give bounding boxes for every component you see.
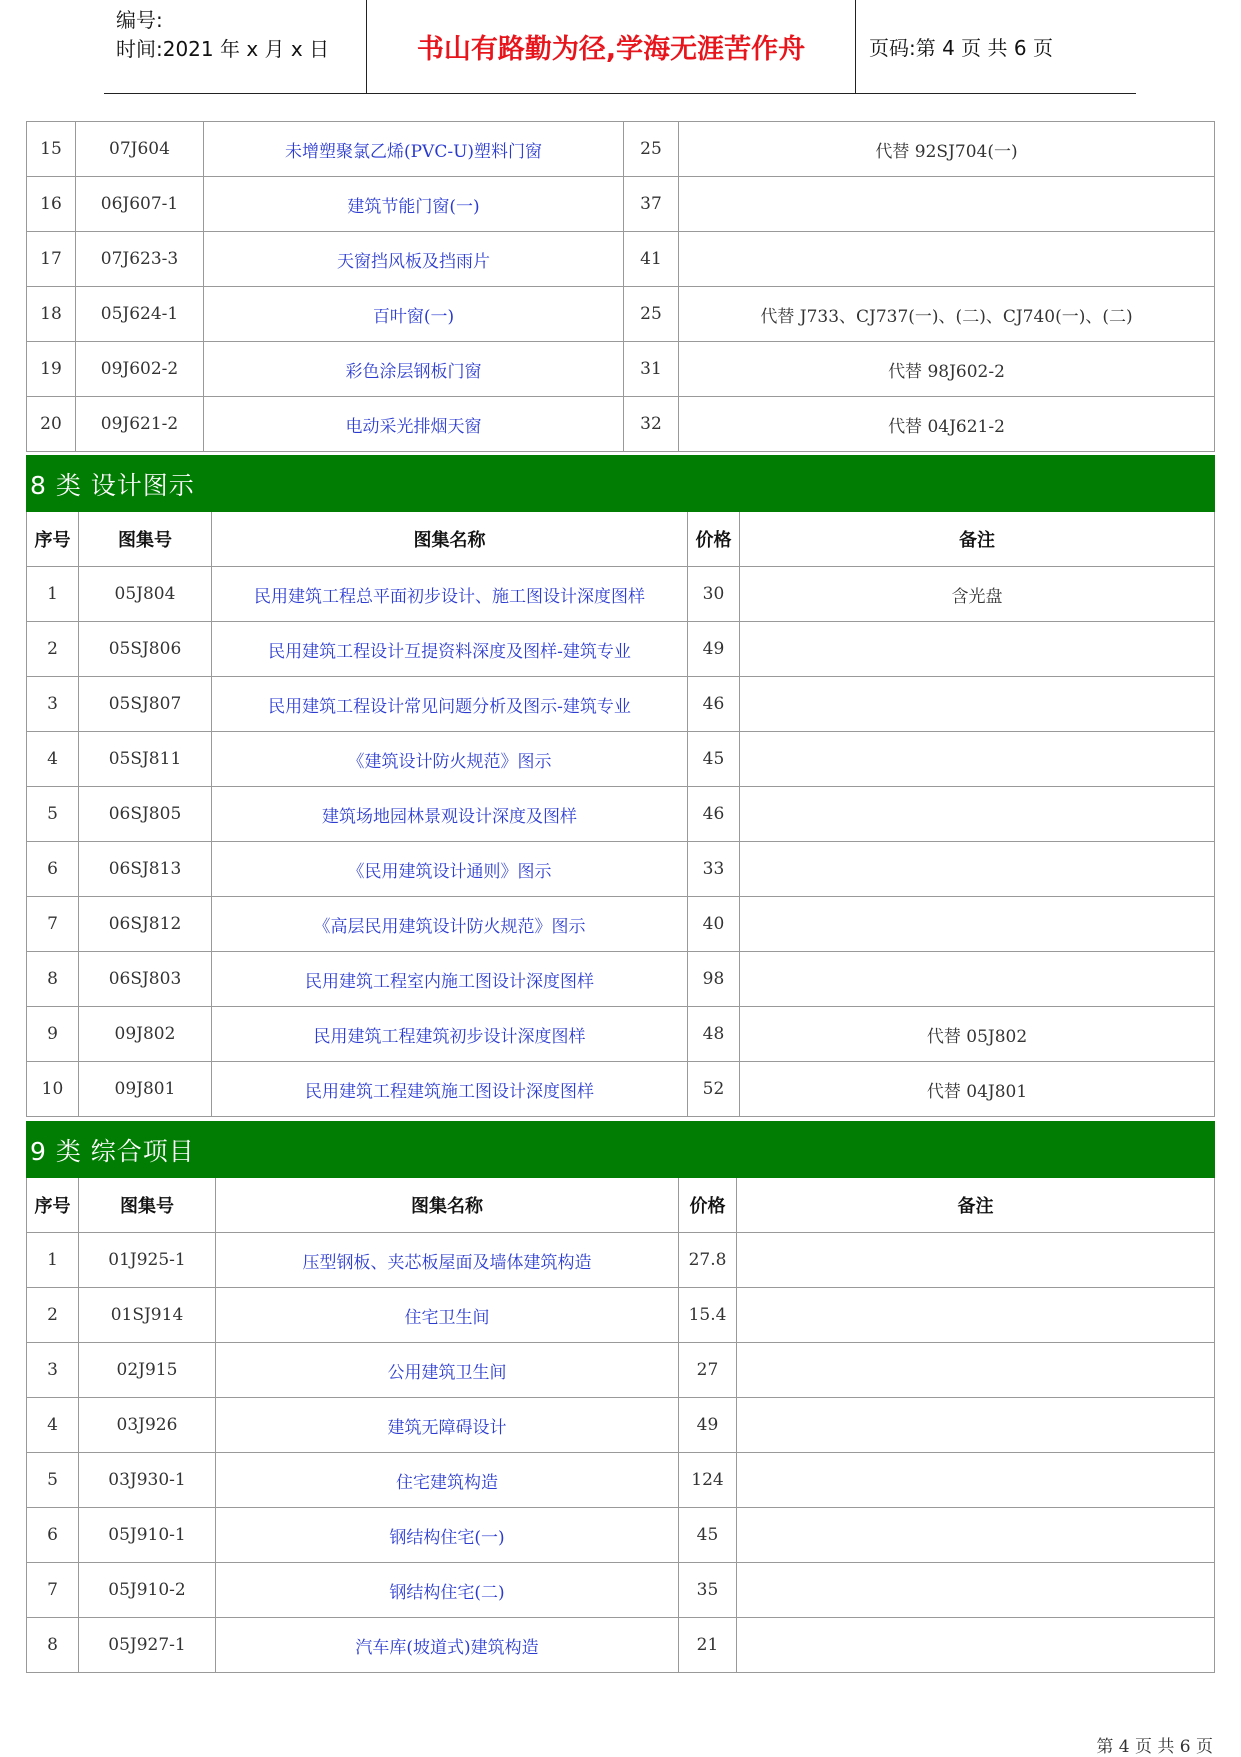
col-header-no: 序号: [27, 1178, 79, 1233]
cell-code: 09J802: [79, 1007, 212, 1062]
cell-name: 《民用建筑设计通则》图示: [212, 842, 688, 897]
cell-note: [740, 622, 1215, 677]
cell-note: 代替 05J802: [740, 1007, 1215, 1062]
table-row: [27, 567, 1215, 622]
cell-code: 05SJ807: [79, 677, 212, 732]
cell-code: 05J910-1: [79, 1508, 216, 1563]
cell-note: [737, 1288, 1215, 1343]
cell-note: [679, 177, 1215, 232]
cell-price: 21: [679, 1618, 737, 1673]
cell-no: 3: [27, 1343, 79, 1398]
cell-note: [740, 952, 1215, 1007]
cell-note: [740, 677, 1215, 732]
table-row: [27, 1288, 1215, 1343]
table-row: [27, 287, 1215, 342]
time-label: 时间:2021 年 x 月 x 日: [116, 37, 330, 61]
cell-name: 民用建筑工程室内施工图设计深度图样: [212, 952, 688, 1007]
cell-no: 20: [27, 397, 76, 452]
cell-no: 18: [27, 287, 76, 342]
cell-price: 40: [688, 897, 740, 952]
cell-no: 5: [27, 787, 79, 842]
cell-no: 1: [27, 1233, 79, 1288]
table-row: [27, 952, 1215, 1007]
cell-no: 4: [27, 1398, 79, 1453]
cell-name: 民用建筑工程建筑初步设计深度图样: [212, 1007, 688, 1062]
cell-price: 33: [688, 842, 740, 897]
table-row: [27, 232, 1215, 287]
col-header-note: 备注: [737, 1178, 1215, 1233]
cell-code: 06J607-1: [76, 177, 204, 232]
cell-code: 06SJ813: [79, 842, 212, 897]
motto-text: 书山有路勤为径,学海无涯苦作舟: [416, 34, 806, 65]
section-8-table: [26, 455, 1215, 1117]
cell-code: 07J623-3: [76, 232, 204, 287]
cell-price: 27.8: [679, 1233, 737, 1288]
cell-code: 09J621-2: [76, 397, 204, 452]
col-header-note: 备注: [740, 512, 1215, 567]
cell-code: 05J927-1: [79, 1618, 216, 1673]
cell-code: 07J604: [76, 122, 204, 177]
cell-name: 民用建筑工程建筑施工图设计深度图样: [212, 1062, 688, 1117]
cell-price: 49: [688, 622, 740, 677]
cell-name: 电动采光排烟天窗: [204, 397, 624, 452]
cell-name: 未增塑聚氯乙烯(PVC-U)塑料门窗: [204, 122, 624, 177]
cell-note: 含光盘: [740, 567, 1215, 622]
cell-note: 代替 04J621-2: [679, 397, 1215, 452]
table-row: [27, 1343, 1215, 1398]
table-row: [27, 1007, 1215, 1062]
cell-name: 钢结构住宅(一): [216, 1508, 679, 1563]
cell-price: 45: [688, 732, 740, 787]
section-9-title: 9 类 综合项目: [27, 1122, 1215, 1178]
table-row: [27, 177, 1215, 232]
cell-note: [740, 842, 1215, 897]
table-row: [27, 677, 1215, 732]
cell-no: 5: [27, 1453, 79, 1508]
table-header-row: [27, 512, 1215, 567]
col-header-code: 图集号: [79, 512, 212, 567]
cell-price: 48: [688, 1007, 740, 1062]
cell-code: 05SJ811: [79, 732, 212, 787]
header-motto-cell: [366, 0, 856, 93]
page-header: [104, 0, 1136, 94]
col-header-price: 价格: [679, 1178, 737, 1233]
table-row: [27, 622, 1215, 677]
table-row: [27, 1398, 1215, 1453]
cell-price: 25: [624, 287, 679, 342]
cell-name: 住宅建筑构造: [216, 1453, 679, 1508]
cell-code: 05SJ806: [79, 622, 212, 677]
cell-code: 01SJ914: [79, 1288, 216, 1343]
cell-note: [679, 232, 1215, 287]
cell-no: 2: [27, 1288, 79, 1343]
table-row: [27, 1233, 1215, 1288]
cell-price: 46: [688, 787, 740, 842]
cell-code: 06SJ803: [79, 952, 212, 1007]
cell-code: 03J930-1: [79, 1453, 216, 1508]
section-9-table: [26, 1121, 1215, 1673]
cell-no: 6: [27, 1508, 79, 1563]
table-row: [27, 787, 1215, 842]
cell-note: 代替 98J602-2: [679, 342, 1215, 397]
table-row: [27, 1062, 1215, 1117]
cell-no: 1: [27, 567, 79, 622]
cell-name: 建筑场地园林景观设计深度及图样: [212, 787, 688, 842]
cell-code: 02J915: [79, 1343, 216, 1398]
cell-note: [740, 732, 1215, 787]
header-page-cell: [855, 0, 1136, 93]
cell-name: 民用建筑工程设计互提资料深度及图样-建筑专业: [212, 622, 688, 677]
cell-price: 31: [624, 342, 679, 397]
cell-no: 9: [27, 1007, 79, 1062]
cell-name: 压型钢板、夹芯板屋面及墙体建筑构造: [216, 1233, 679, 1288]
cell-name: 《建筑设计防火规范》图示: [212, 732, 688, 787]
cell-no: 17: [27, 232, 76, 287]
table-row: [27, 1563, 1215, 1618]
cell-note: [740, 787, 1215, 842]
cell-note: [737, 1618, 1215, 1673]
cell-price: 49: [679, 1398, 737, 1453]
cell-name: 公用建筑卫生间: [216, 1343, 679, 1398]
cell-note: [737, 1343, 1215, 1398]
cell-name: 《高层民用建筑设计防火规范》图示: [212, 897, 688, 952]
cell-name: 钢结构住宅(二): [216, 1563, 679, 1618]
cell-note: [737, 1508, 1215, 1563]
cell-price: 25: [624, 122, 679, 177]
cell-note: [737, 1453, 1215, 1508]
cell-no: 10: [27, 1062, 79, 1117]
table-row: [27, 1453, 1215, 1508]
cell-code: 06SJ805: [79, 787, 212, 842]
cell-no: 19: [27, 342, 76, 397]
cell-price: 98: [688, 952, 740, 1007]
cell-price: 27: [679, 1343, 737, 1398]
table-header-row: [27, 1178, 1215, 1233]
cell-name: 民用建筑工程设计常见问题分析及图示-建筑专业: [212, 677, 688, 732]
cell-no: 16: [27, 177, 76, 232]
cell-no: 8: [27, 1618, 79, 1673]
cell-note: [737, 1563, 1215, 1618]
col-header-no: 序号: [27, 512, 79, 567]
cell-price: 37: [624, 177, 679, 232]
cell-code: 09J602-2: [76, 342, 204, 397]
cell-code: 05J624-1: [76, 287, 204, 342]
cell-no: 2: [27, 622, 79, 677]
cell-no: 8: [27, 952, 79, 1007]
cell-no: 15: [27, 122, 76, 177]
page-footer: 第 4 页 共 6 页: [1096, 1737, 1213, 1757]
cell-name: 民用建筑工程总平面初步设计、施工图设计深度图样: [212, 567, 688, 622]
page-number-label: 页码:第 4 页 共 6 页: [869, 36, 1053, 60]
table-row: [27, 842, 1215, 897]
cell-price: 15.4: [679, 1288, 737, 1343]
col-header-code: 图集号: [79, 1178, 216, 1233]
cell-price: 41: [624, 232, 679, 287]
cell-no: 4: [27, 732, 79, 787]
col-header-name: 图集名称: [212, 512, 688, 567]
cell-price: 30: [688, 567, 740, 622]
table-row: [27, 897, 1215, 952]
cell-code: 05J804: [79, 567, 212, 622]
cell-no: 6: [27, 842, 79, 897]
catalog-table-continued: [26, 121, 1215, 452]
cell-code: 09J801: [79, 1062, 212, 1117]
cell-price: 32: [624, 397, 679, 452]
col-header-name: 图集名称: [216, 1178, 679, 1233]
table-row: [27, 1618, 1215, 1673]
cell-name: 天窗挡风板及挡雨片: [204, 232, 624, 287]
cell-name: 建筑节能门窗(一): [204, 177, 624, 232]
cell-name: 建筑无障碍设计: [216, 1398, 679, 1453]
cell-name: 彩色涂层钢板门窗: [204, 342, 624, 397]
table-row: [27, 397, 1215, 452]
table-row: [27, 342, 1215, 397]
cell-code: 05J910-2: [79, 1563, 216, 1618]
cell-note: [737, 1233, 1215, 1288]
cell-no: 7: [27, 897, 79, 952]
table-row: [27, 122, 1215, 177]
serial-label: 编号:: [116, 8, 163, 32]
cell-name: 住宅卫生间: [216, 1288, 679, 1343]
cell-price: 35: [679, 1563, 737, 1618]
header-left-cell: [104, 0, 366, 93]
cell-price: 46: [688, 677, 740, 732]
cell-code: 06SJ812: [79, 897, 212, 952]
cell-code: 01J925-1: [79, 1233, 216, 1288]
section-8-title: 8 类 设计图示: [27, 456, 1215, 512]
cell-note: 代替 04J801: [740, 1062, 1215, 1117]
table-row: [27, 732, 1215, 787]
cell-price: 52: [688, 1062, 740, 1117]
table-row: [27, 1508, 1215, 1563]
cell-note: [737, 1398, 1215, 1453]
cell-no: 7: [27, 1563, 79, 1618]
cell-price: 124: [679, 1453, 737, 1508]
cell-name: 汽车库(坡道式)建筑构造: [216, 1618, 679, 1673]
cell-note: [740, 897, 1215, 952]
cell-price: 45: [679, 1508, 737, 1563]
cell-name: 百叶窗(一): [204, 287, 624, 342]
cell-note: 代替 J733、CJ737(一)、(二)、CJ740(一)、(二): [679, 287, 1215, 342]
cell-no: 3: [27, 677, 79, 732]
cell-note: 代替 92SJ704(一): [679, 122, 1215, 177]
cell-code: 03J926: [79, 1398, 216, 1453]
col-header-price: 价格: [688, 512, 740, 567]
